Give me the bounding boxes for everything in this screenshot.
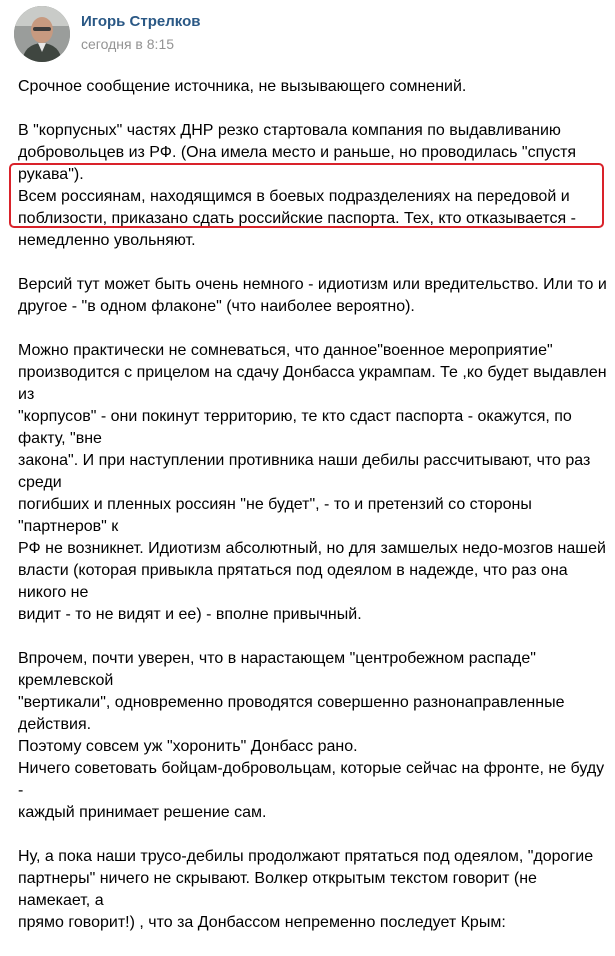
post-timestamp[interactable]: сегодня в 8:15: [81, 36, 175, 52]
avatar-photo-icon: [14, 6, 70, 62]
author-name-link[interactable]: Игорь Стрелков: [81, 13, 201, 30]
paragraph-1: Срочное сообщение источника, не вызывающего сомнений.: [18, 78, 467, 95]
paragraph-2: В "корпусных" частях ДНР резко стартовала компания по выдавливанию добровольцев из РФ. (Она имела место и раньше, но проводилась "спустя рукава").: [18, 122, 577, 183]
paragraph-4: Версий тут может быть очень немного - идиотизм или вредительство. Или то и другое - "в одном флаконе" (что наиболее вероятно).: [18, 276, 607, 315]
post-text: [18, 76, 608, 956]
paragraph-7: Ничего советовать бойцам-добровольцам, которые сейчас на фронте, не буду - каждый принимает решение сам.: [18, 760, 605, 821]
paragraph-8: Ну, а пока наши трусо-дебилы продолжают прятаться под одеялом, "дорогие партнеры" ничего не скрывают. Волкер открытым текстом говорит (не намекает, а прямо говорит!) , что за Донбассом непременно последует Крым:: [18, 848, 594, 931]
paragraph-5: Можно практически не сомневаться, что данное"военное мероприятие" производится с прицелом на сдачу Донбасса укрампам. Те ,ко будет выдавлен из "корпусов" - они покинут территорию, те кто сдаст паспорта - окажутся, по факту, "вне закона". И при наступлении противника наши дебилы рассчитывают, что раз среди погибших и пленных россиян "не будет", - то и претензий со стороны "партнеров" к РФ не возникнет. Идиотизм абсолютный, но для замшелых недо-мозгов нашей власти (которая привыкла прятаться под одеялом в надежде, что раз она никого не видит - то не видят и ее) - вполне привычный.: [18, 342, 607, 623]
paragraph-6: Впрочем, почти уверен, что в нарастающем "центробежном распаде" кремлевской "вертикали", одновременно проводятся совершенно разнонаправленные действия. Поэтому совсем уж "хоронить" Донбасс рано.: [18, 650, 565, 755]
author-avatar[interactable]: [14, 6, 70, 62]
highlighted-paragraph: Всем россиянам, находящимся в боевых подразделениях на передовой и поблизости, приказано сдать российские паспорта. Тех, кто отказывается - немедленно увольняют.: [18, 188, 576, 249]
